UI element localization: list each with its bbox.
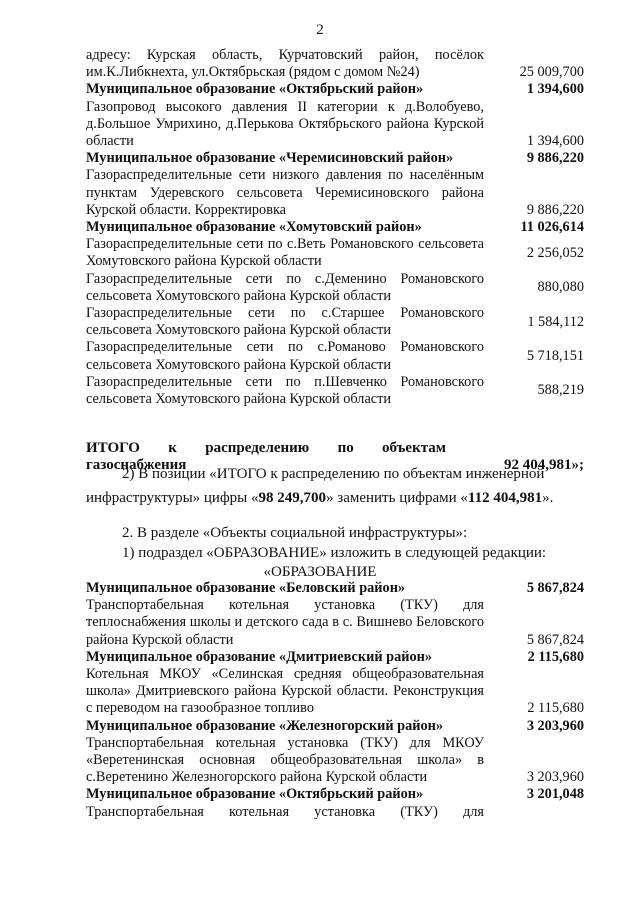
gas-supply-table <box>86 47 584 408</box>
object-amount: 1 394,600 <box>526 133 584 150</box>
object-amount: 1 584,112 <box>527 313 584 330</box>
municipality-name: Муниципальное образование «Хомутовский район» <box>86 219 422 236</box>
text-fragment: » заменить цифрами « <box>326 490 468 506</box>
object-amount: 9 886,220 <box>526 201 584 218</box>
table-row <box>86 99 584 151</box>
municipality-row <box>86 786 584 803</box>
object-description: Транспортабельная котельная установка (ТКУ) для <box>86 803 484 820</box>
object-description: Газопровод высокого давления II категории к д.Волобуево, д.Большое Умрихино, д.Перькова Октябрьского района Курской области <box>86 98 484 150</box>
section-heading: «ОБРАЗОВАНИЕ <box>263 564 377 580</box>
object-amount: 5 867,824 <box>526 631 584 648</box>
municipality-amount: 5 867,824 <box>526 580 584 596</box>
municipality-name: Муниципальное образование «Черемисиновский район» <box>86 150 454 167</box>
municipality-row <box>86 150 584 167</box>
table-row <box>86 804 584 821</box>
municipality-amount: 11 026,614 <box>520 219 584 236</box>
object-amount: 5 718,151 <box>526 348 584 365</box>
municipality-amount: 3 203,960 <box>526 717 584 734</box>
amendment-paragraph-1b <box>86 489 553 508</box>
amendment-paragraph-1a: 2) В позиции «ИТОГО к распределению по объектам инженерной <box>122 466 545 482</box>
municipality-name: Муниципальное образование «Октябрьский район» <box>86 81 424 98</box>
object-description: Транспортабельная котельная установка (ТКУ) для теплоснабжения школы и детского сада в с. Вишнево Беловского района Курской области <box>86 597 484 648</box>
table-row <box>86 271 584 305</box>
municipality-row <box>86 718 584 735</box>
municipality-row <box>86 580 584 597</box>
object-description: Газораспределительные сети по с.Деменино Романовского сельсовета Хомутовского района Курской области <box>86 270 484 304</box>
municipality-name: Муниципальное образование «Октябрьский район» <box>86 786 424 803</box>
text-fragment: инфраструктуры» цифры « <box>86 490 259 506</box>
municipality-amount: 2 115,680 <box>527 648 584 665</box>
municipality-amount: 3 201,048 <box>526 786 584 803</box>
municipality-name: Муниципальное образование «Железногорский район» <box>86 717 444 734</box>
amendment-paragraph-3: 1) подраздел «ОБРАЗОВАНИЕ» изложить в следующей редакции: <box>122 545 547 561</box>
object-amount: 2 256,052 <box>526 244 584 261</box>
object-description: Газораспределительные сети низкого давления по населённым пунктам Удеревского сельсовета Черемисиновского района Курской области. Корректировка <box>86 167 484 218</box>
object-description: Котельная МКОУ «Селинская средняя общеобразовательная школа» Дмитриевского района Курской области. Реконструкция с переводом на газообразное топливо <box>86 666 484 717</box>
object-amount: 2 115,680 <box>527 700 584 717</box>
object-description: Газораспределительные сети по с.Старшее Романовского сельсовета Хомутовского района Курской области <box>86 305 484 339</box>
object-amount: 3 203,960 <box>526 769 584 786</box>
municipality-amount: 9 886,220 <box>526 150 584 167</box>
object-description: Газораспределительные сети по с.Романово Романовского сельсовета Хомутовского района Курской области <box>86 339 484 373</box>
object-description: Газораспределительные сети по п.Шевченко Романовского сельсовета Хомутовского района Курской области <box>86 373 484 408</box>
table-row <box>86 47 584 81</box>
table-row <box>86 735 584 787</box>
municipality-name: Муниципальное образование «Беловский район» <box>86 580 406 596</box>
old-figure: 98 249,700 <box>258 490 327 506</box>
municipality-row <box>86 81 584 98</box>
municipality-row <box>86 219 584 236</box>
object-amount: 588,219 <box>537 382 584 399</box>
page-number: 2 <box>316 22 324 38</box>
table-row <box>86 167 584 219</box>
table-row <box>86 236 584 270</box>
table-row <box>86 374 584 408</box>
table-row <box>86 305 584 339</box>
table-row <box>86 597 584 649</box>
object-amount: 880,080 <box>537 279 584 296</box>
object-description: Транспортабельная котельная установка (ТКУ) для МКОУ «Веретенинская основная общеобразовательная школа» в с.Веретенино Железногорского района Курской области <box>86 734 484 786</box>
new-figure: 112 404,981 <box>467 490 543 506</box>
education-table <box>86 580 584 821</box>
municipality-amount: 1 394,600 <box>526 81 584 98</box>
municipality-row <box>86 649 584 666</box>
text-fragment: ». <box>542 490 554 506</box>
object-description: адресу: Курская область, Курчатовский район, посёлок им.К.Либкнехта, ул.Октябрьская (рядом с домом №24) <box>86 47 484 81</box>
object-amount: 25 009,700 <box>519 64 584 81</box>
table-row <box>86 339 584 373</box>
total-amount: 92 404,981»; <box>504 457 584 474</box>
table-row <box>86 666 584 718</box>
total-label: ИТОГО к распределению по объектам газоснабжения <box>86 440 446 474</box>
municipality-name: Муниципальное образование «Дмитриевский район» <box>86 648 433 665</box>
amendment-paragraph-2: 2. В разделе «Объекты социальной инфраструктуры»: <box>122 525 468 541</box>
object-description: Газораспределительные сети по с.Веть Романовского сельсовета Хомутовского района Курской области <box>86 236 484 270</box>
